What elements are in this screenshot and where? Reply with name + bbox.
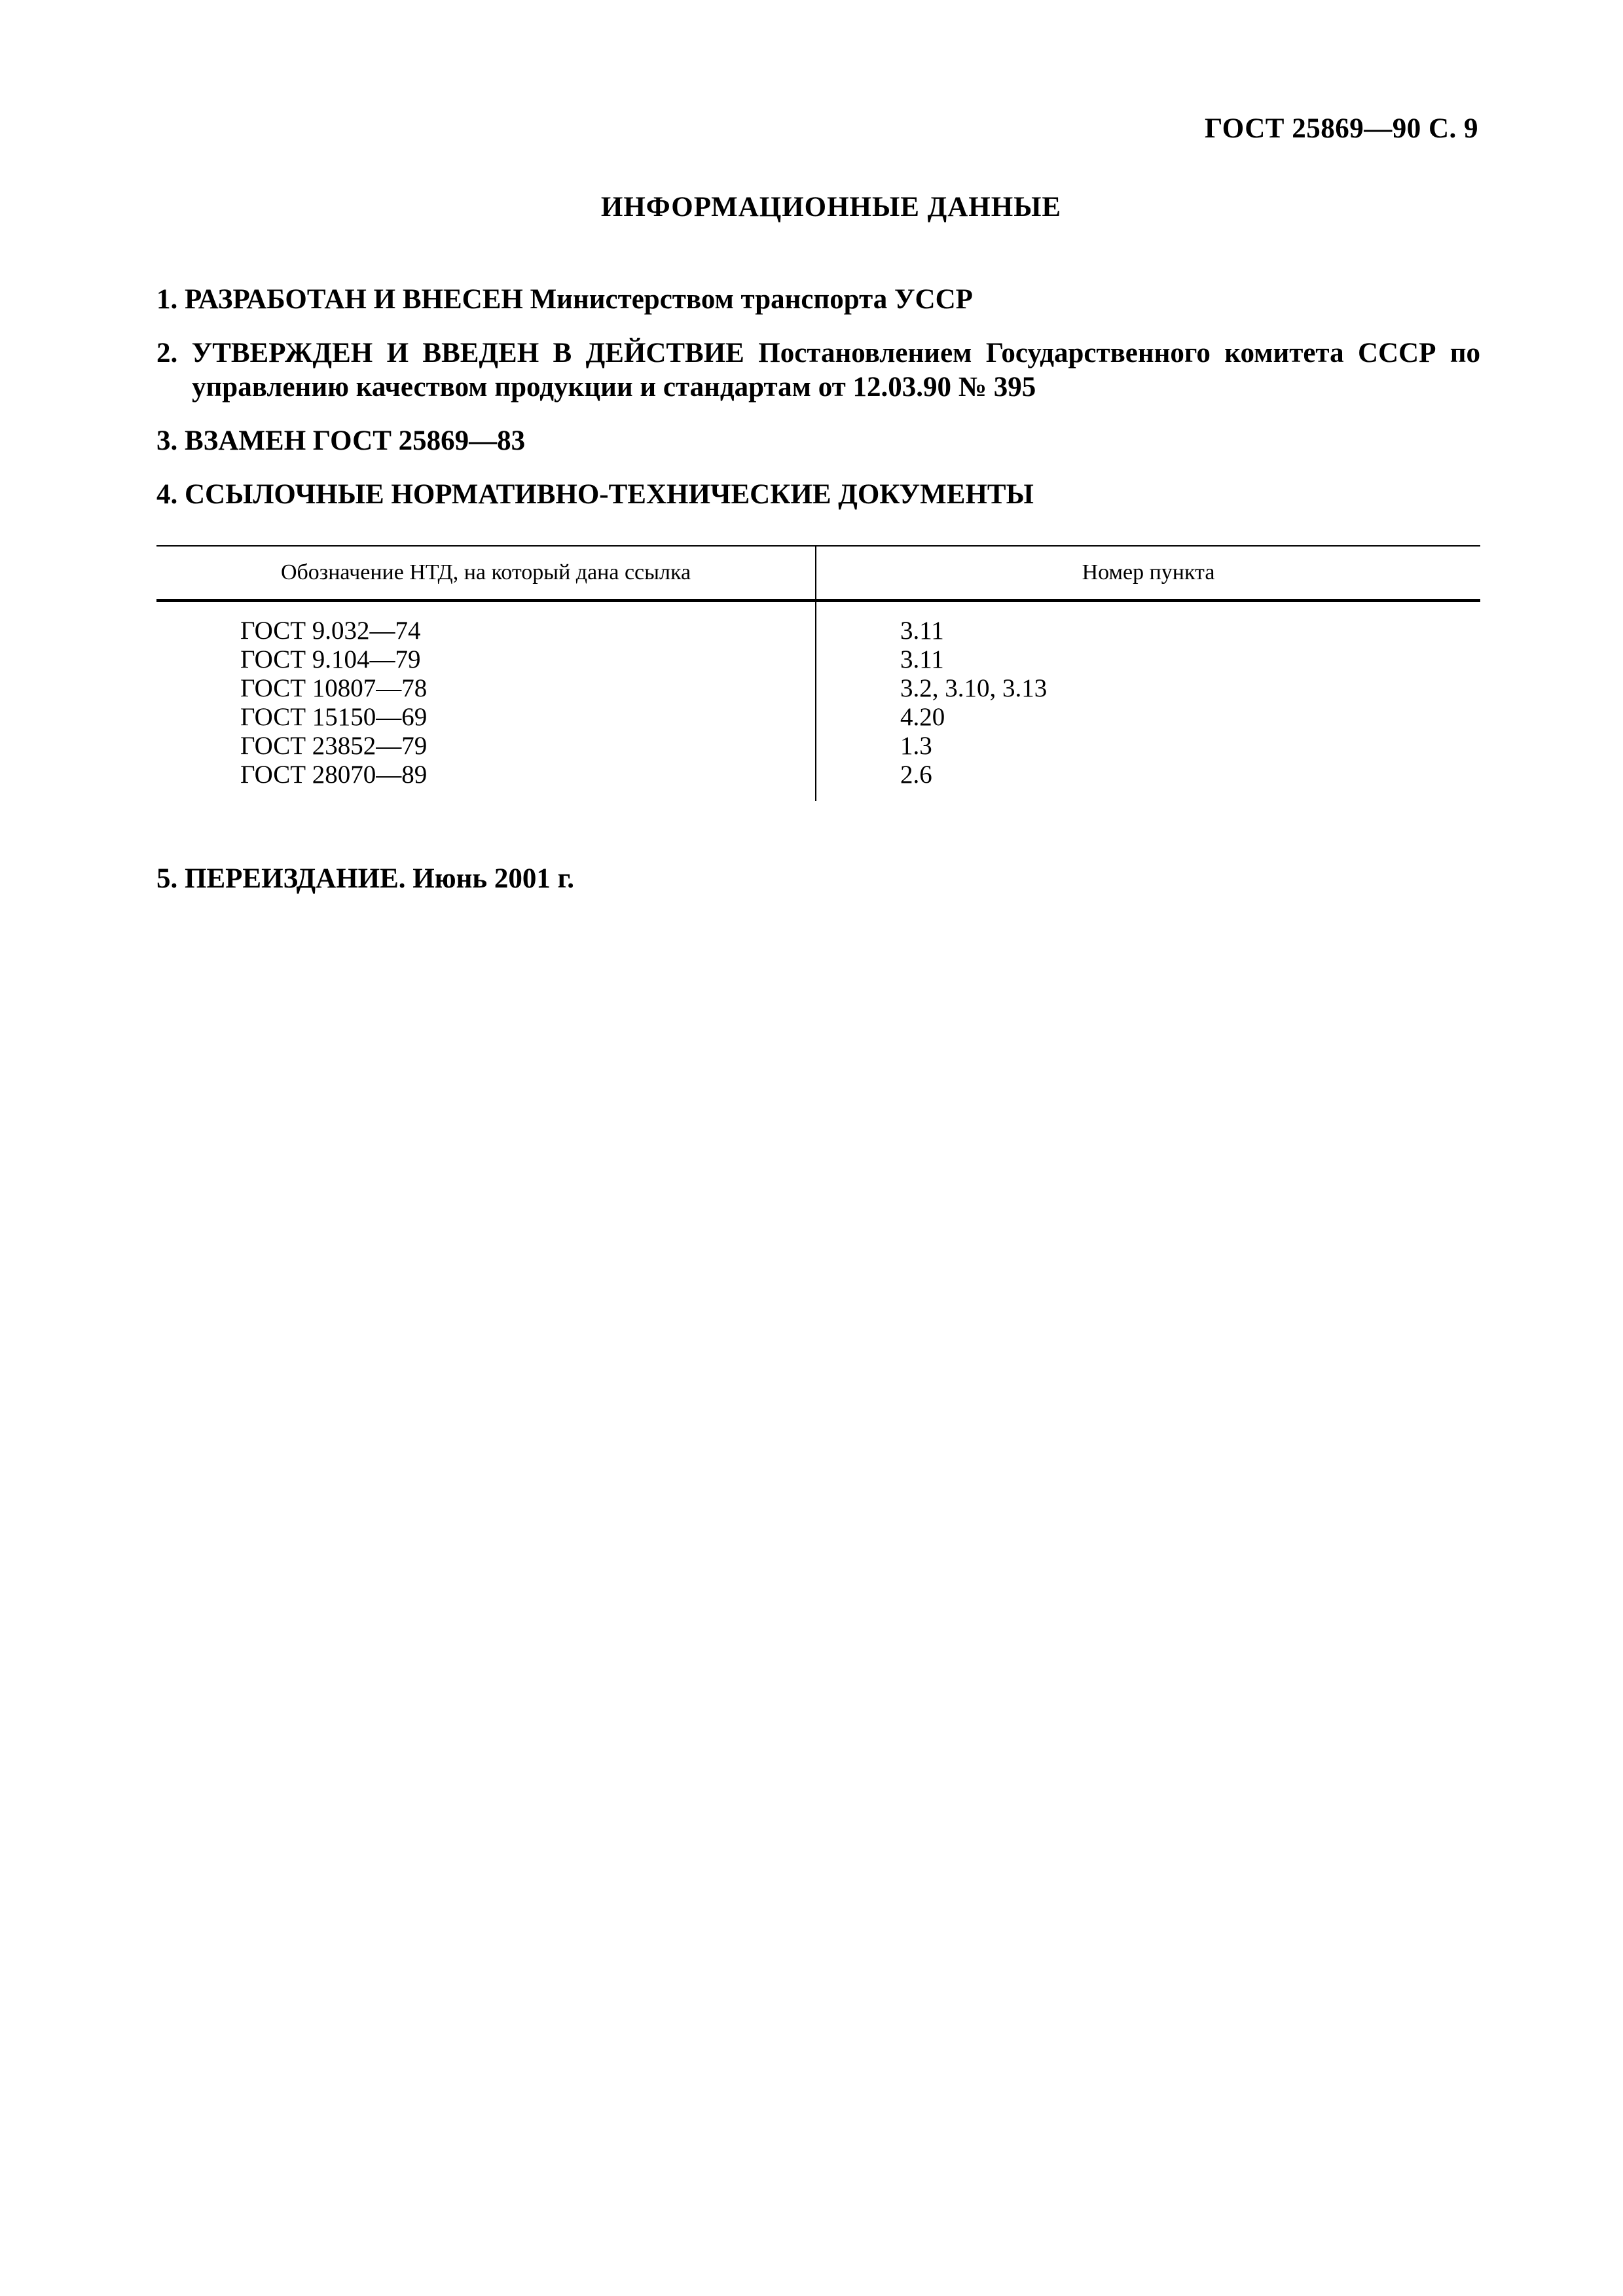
- item-number: 2.: [156, 338, 178, 368]
- document-cell: ГОСТ 15150—69: [156, 703, 816, 732]
- table-row: [156, 761, 1480, 801]
- info-item-2: [156, 336, 1480, 404]
- column-header-clause: Номер пункта: [816, 547, 1480, 601]
- document-cell: ГОСТ 10807—78: [156, 674, 816, 703]
- item-heading: РАЗРАБОТАН И ВНЕСЕН: [185, 284, 523, 315]
- document-reference: ГОСТ 25869—90 С. 9: [1204, 113, 1478, 144]
- item-text: Постановлением Государственного комитета СССР по управлению качеством продукции и стандартам от 12.03.90 № 395: [192, 338, 1481, 403]
- page-title: ИНФОРМАЦИОННЫЕ ДАННЫЕ: [600, 192, 1062, 223]
- document-cell: ГОСТ 9.104—79: [156, 645, 816, 674]
- item-number: 1.: [156, 284, 178, 315]
- info-item-3: [156, 424, 1480, 458]
- item-heading: ССЫЛОЧНЫЕ НОРМАТИВНО-ТЕХНИЧЕСКИЕ ДОКУМЕНТЫ: [185, 479, 1034, 510]
- item-heading: УТВЕРЖДЕН И ВВЕДЕН В ДЕЙСТВИЕ: [191, 338, 744, 368]
- info-item-4: [156, 478, 1480, 512]
- document-cell: ГОСТ 28070—89: [156, 761, 816, 801]
- column-header-document: Обозначение НТД, на который дана ссылка: [156, 547, 816, 601]
- item-number: 3.: [156, 425, 178, 456]
- clause-cell: 4.20: [900, 703, 945, 731]
- table-row: [156, 645, 1480, 674]
- document-cell: ГОСТ 9.032—74: [156, 601, 816, 646]
- reissue-note: [156, 863, 574, 895]
- clause-cell: 3.2, 3.10, 3.13: [900, 674, 1048, 702]
- info-items: [156, 283, 1480, 531]
- table-row: [156, 732, 1480, 761]
- document-cell: ГОСТ 23852—79: [156, 732, 816, 761]
- clause-cell: 3.11: [900, 617, 944, 645]
- table-header-row: [156, 547, 1480, 601]
- table-row: [156, 674, 1480, 703]
- item-heading: ВЗАМЕН ГОСТ 25869—83: [185, 425, 526, 456]
- table-row: [156, 703, 1480, 732]
- clause-cell: 2.6: [900, 761, 932, 789]
- item-number: 5.: [156, 863, 178, 894]
- reference-documents-table: [156, 545, 1480, 801]
- reissue-text: ПЕРЕИЗДАНИЕ. Июнь 2001 г.: [185, 863, 575, 894]
- item-number: 4.: [156, 479, 178, 510]
- item-text: Министерством транспорта УССР: [530, 284, 973, 315]
- table-row: [156, 601, 1480, 646]
- info-item-1: [156, 283, 1480, 317]
- clause-cell: 3.11: [900, 645, 944, 673]
- clause-cell: 1.3: [900, 732, 932, 760]
